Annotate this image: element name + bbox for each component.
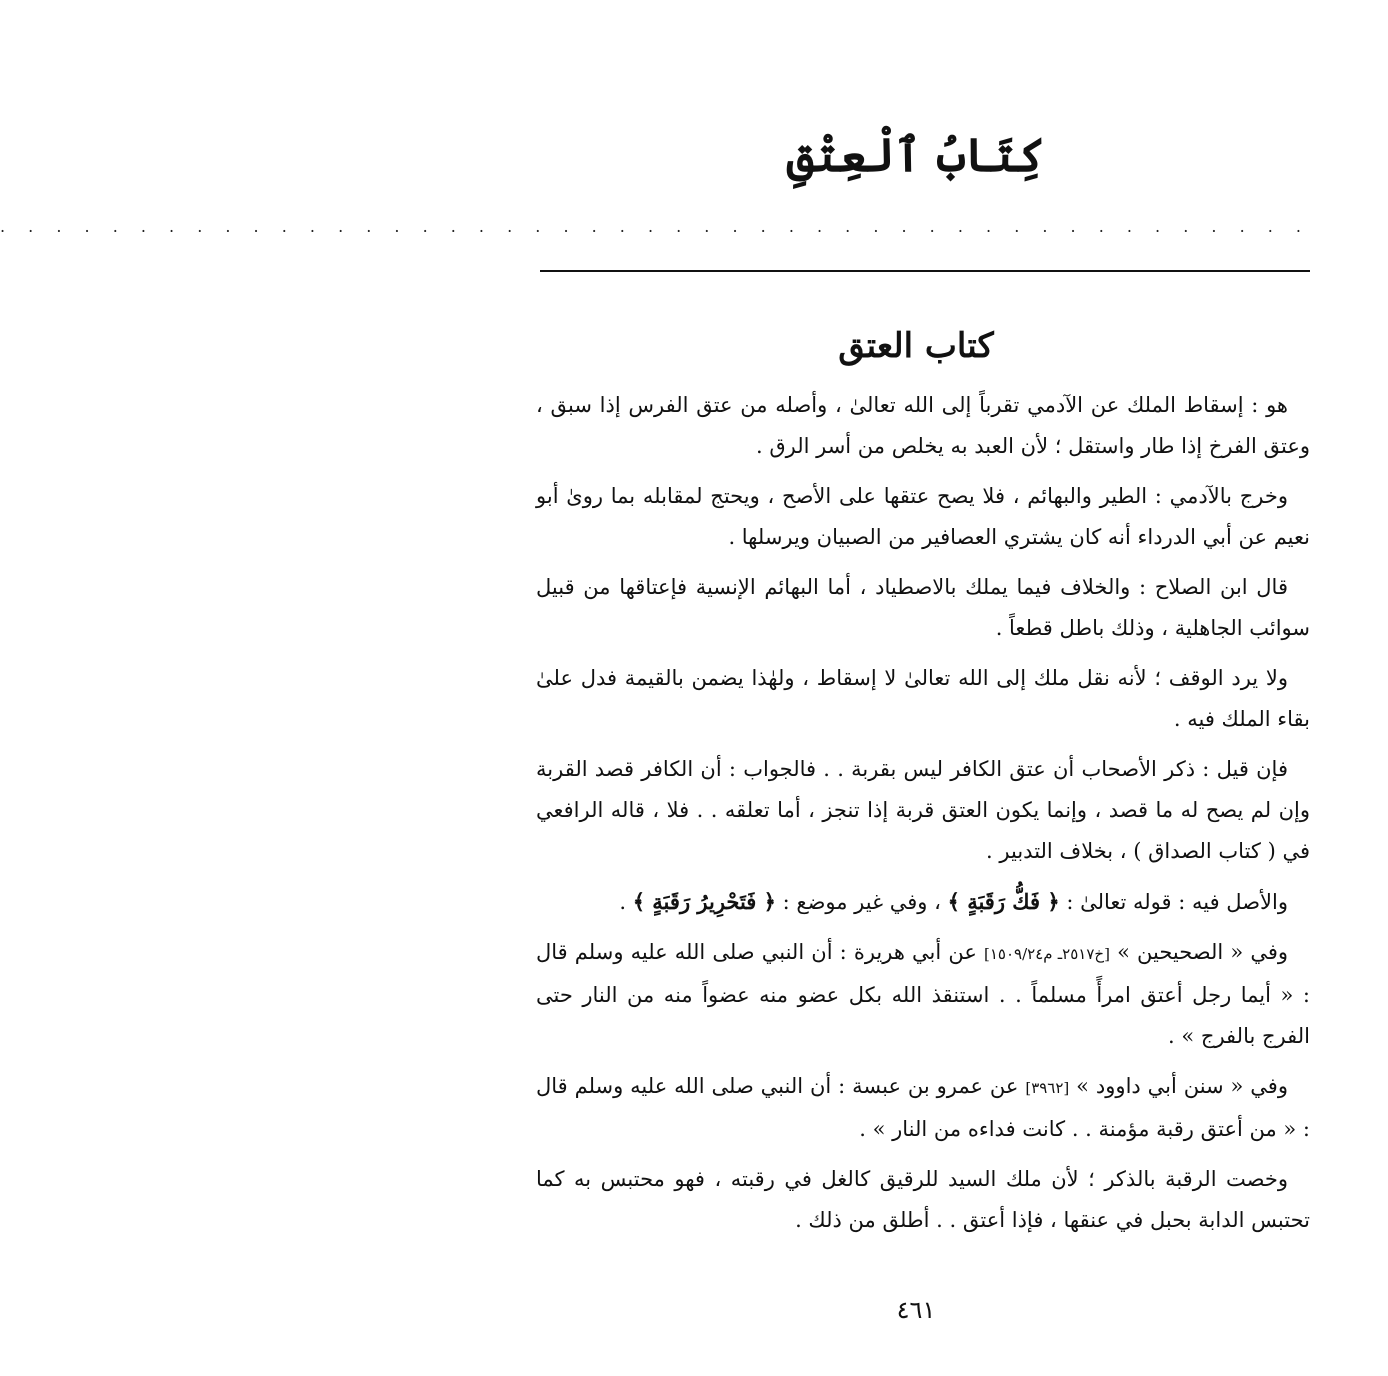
page-number: ٤٦١ — [896, 1296, 936, 1324]
paragraph-text: وفي « سنن أبي داوود » — [1069, 1074, 1288, 1098]
paragraph-text: ، وفي غير موضع : — [775, 890, 948, 914]
paragraph-text: . — [619, 890, 633, 914]
horizontal-rule — [540, 270, 1310, 272]
paragraph-text: عن أبي هريرة : أن النبي صلى الله عليه وسلم قال : « أيما رجل أعتق امرأً مسلماً . . استنقذ الله بكل عضو منه عضواً منه من النار حتى الفرج بالفرج » . — [536, 940, 1310, 1048]
section-title: كتاب العتق — [838, 326, 994, 366]
paragraph: هو : إسقاط الملك عن الآدمي تقرباً إلى الله تعالىٰ ، وأصله من عتق الفرس إذا سبق ، وعتق الفرخ إذا طار واستقل ؛ لأن العبد به يخلص من أسر الرق . — [536, 393, 1310, 458]
hadith-reference: [خ٢٥١٧ـ م١٥٠٩/٢٤] — [984, 945, 1110, 963]
paragraph: ولا يرد الوقف ؛ لأنه نقل ملك إلى الله تعالىٰ لا إسقاط ، ولهٰذا يضمن بالقيمة فدل علىٰ بقاء الملك فيه . — [536, 666, 1310, 731]
quran-verse: ﴿ فَتَحْرِيرُ رَقَبَةٍ ﴾ — [632, 889, 776, 914]
paragraph-text: وفي « الصحيحين » — [1109, 940, 1289, 964]
paragraph: قال ابن الصلاح : والخلاف فيما يملك بالاصطياد ، أما البهائم الإنسية فإعتاقها من قبيل سوائب الجاهلية ، وذلك باطل قطعاً . — [536, 575, 1310, 640]
body-text — [536, 385, 1310, 1250]
paragraph — [536, 1066, 1310, 1150]
paragraph — [536, 881, 1310, 923]
paragraph — [536, 932, 1310, 1057]
paragraph: وخرج بالآدمي : الطير والبهائم ، فلا يصح عتقها على الأصح ، ويحتج لمقابله بما روىٰ أبو نعيم عن أبي الدرداء أنه كان يشتري العصافير من الصبيان ويرسلها . — [536, 484, 1310, 549]
quran-verse: ﴿ فَكُّ رَقَبَةٍ ﴾ — [947, 889, 1060, 914]
book-title: كِتَابُ ٱلْعِتْقِ — [786, 128, 1046, 182]
paragraph: وخصت الرقبة بالذكر ؛ لأن ملك السيد للرقيق كالغل في رقبته ، فهو محتبس به كما تحتبس الدابة بحبل في عنقها ، فإذا أعتق . . أطلق من ذلك . — [536, 1167, 1310, 1232]
paragraph-text: عن عمرو بن عبسة : أن النبي صلى الله عليه وسلم قال : « من أعتق رقبة مؤمنة . . كانت فداءه من النار » . — [536, 1074, 1310, 1141]
paragraph-text: والأصل فيه : قوله تعالىٰ : — [1059, 890, 1288, 914]
paragraph: فإن قيل : ذكر الأصحاب أن عتق الكافر ليس بقربة . . فالجواب : أن الكافر قصد القربة وإن لم يصح له ما قصد ، وإنما يكون العتق قربة إذا تنجز ، أما تعلقه . . فلا ، قاله الرافعي في ( كتاب الصداق ) ، بخلاف التدبير . — [536, 757, 1310, 863]
hadith-reference: [٣٩٦٢] — [1025, 1079, 1070, 1097]
dotted-divider: . . . . . . . . . . . . . . . . . . . . . . . . . . . . . . . . . . . . . . . . . . . . . . . — [0, 217, 1310, 236]
